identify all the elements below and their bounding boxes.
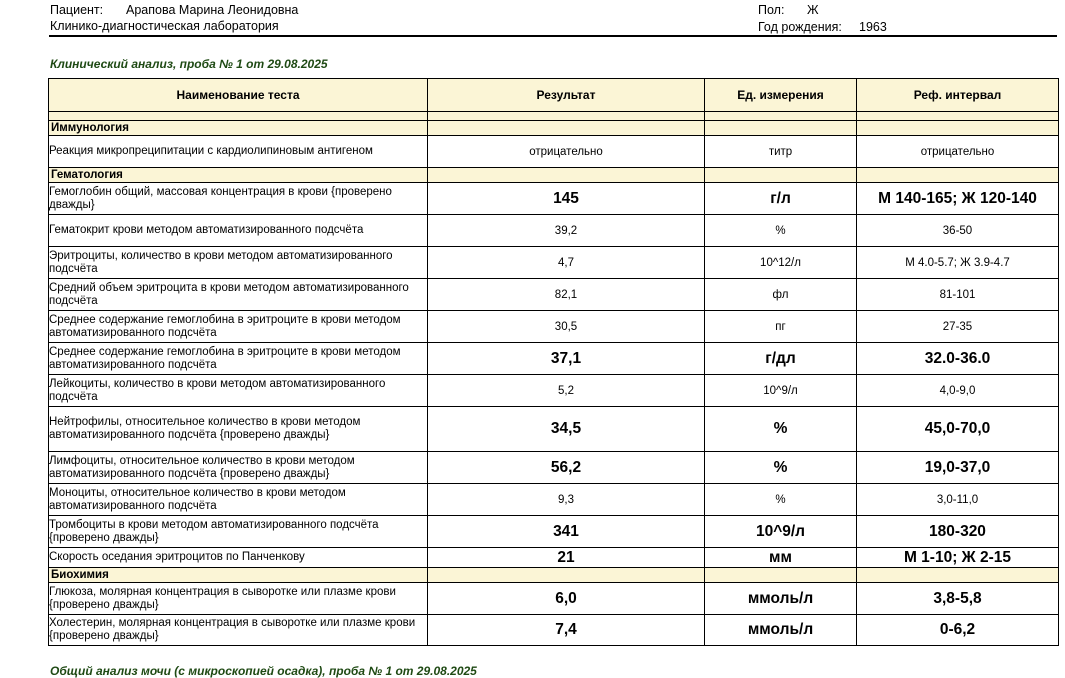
result-value: 39,2 [428,215,705,247]
test-name: Средний объем эритроцита в крови методом автоматизированного подсчёта [49,279,428,311]
test-name: Среднее содержание гемоглобина в эритроците в крови методом автоматизированного подсчёта [49,343,428,375]
section-title: Иммунология [49,121,428,136]
header-divider [49,35,1057,37]
unit-value: ммоль/л [705,583,857,615]
section-title: Гематология [49,168,428,183]
section-row [49,121,1059,136]
unit-value: % [705,484,857,516]
unit-value: % [705,407,857,452]
table-row [49,615,1059,646]
reference-range: 3,0-11,0 [857,484,1059,516]
unit-value: г/дл [705,343,857,375]
test-name: Холестерин, молярная концентрация в сыворотке или плазме крови {проверено дважды} [49,615,428,646]
reference-range: 36-50 [857,215,1059,247]
section-filler [705,568,857,583]
sex-value: Ж [807,3,819,17]
unit-value: г/л [705,183,857,215]
reference-range: 19,0-37,0 [857,452,1059,484]
section-filler [857,568,1059,583]
test-name: Моноциты, относительное количество в крови методом автоматизированного подсчёта [49,484,428,516]
section-row [49,568,1059,583]
column-header-reference: Реф. интервал [857,79,1059,112]
table-row [49,215,1059,247]
section-title: Биохимия [49,568,428,583]
spacer-cell [705,112,857,121]
results-table [48,78,1059,646]
document-title: Клинический анализ, проба № 1 от 29.08.2025 [50,57,328,71]
unit-value: ммоль/л [705,615,857,646]
result-value: отрицательно [428,136,705,168]
section-filler [705,121,857,136]
section-filler [705,168,857,183]
result-value: 145 [428,183,705,215]
test-name: Лимфоциты, относительное количество в крови методом автоматизированного подсчёта {проверено дважды} [49,452,428,484]
birth-year-label: Год рождения: [758,20,842,34]
reference-range: отрицательно [857,136,1059,168]
result-value: 82,1 [428,279,705,311]
result-value: 56,2 [428,452,705,484]
table-row [49,136,1059,168]
column-header-result: Результат [428,79,705,112]
spacer-cell [49,112,428,121]
table-row [49,452,1059,484]
patient-label: Пациент: [50,3,104,17]
spacer-cell [428,112,705,121]
table-row [49,247,1059,279]
unit-value: % [705,215,857,247]
test-name: Лейкоциты, количество в крови методом автоматизированного подсчёта [49,375,428,407]
spacer-cell [857,112,1059,121]
reference-range: М 140-165; Ж 120-140 [857,183,1059,215]
test-name: Гемоглобин общий, массовая концентрация в крови {проверено дважды} [49,183,428,215]
test-name: Реакция микропреципитации с кардиолипиновым антигеном [49,136,428,168]
table-row [49,343,1059,375]
unit-value: 10^9/л [705,375,857,407]
reference-range: 81-101 [857,279,1059,311]
result-value: 9,3 [428,484,705,516]
table-row [49,516,1059,548]
section-filler [428,568,705,583]
table-row [49,279,1059,311]
unit-value: фл [705,279,857,311]
reference-range: 3,8-5,8 [857,583,1059,615]
section-filler [428,168,705,183]
reference-range: 27-35 [857,311,1059,343]
test-name: Эритроциты, количество в крови методом автоматизированного подсчёта [49,247,428,279]
table-row [49,375,1059,407]
reference-range: 45,0-70,0 [857,407,1059,452]
table-row [49,183,1059,215]
reference-range: 0-6,2 [857,615,1059,646]
table-row [49,484,1059,516]
birth-year-value: 1963 [859,20,887,34]
test-name: Гематокрит крови методом автоматизированного подсчёта [49,215,428,247]
spacer-row [49,112,1059,121]
result-value: 34,5 [428,407,705,452]
sex-label: Пол: [758,3,785,17]
column-header-unit: Ед. измерения [705,79,857,112]
unit-value: пг [705,311,857,343]
test-name: Среднее содержание гемоглобина в эритроците в крови методом автоматизированного подсчёта [49,311,428,343]
reference-range: 4,0-9,0 [857,375,1059,407]
patient-name: Арапова Марина Леонидовна [126,3,299,17]
reference-range: М 1-10; Ж 2-15 [857,548,1059,568]
result-value: 30,5 [428,311,705,343]
table-row [49,407,1059,452]
test-name: Тромбоциты в крови методом автоматизированного подсчёта {проверено дважды} [49,516,428,548]
unit-value: титр [705,136,857,168]
results-body [49,112,1059,646]
section-filler [857,168,1059,183]
section-filler [857,121,1059,136]
column-header-test-name: Наименование теста [49,79,428,112]
table-row [49,548,1059,568]
reference-range: 180-320 [857,516,1059,548]
section-filler [428,121,705,136]
next-section-title: Общий анализ мочи (с микроскопией осадка), проба № 1 от 29.08.2025 [50,664,477,678]
test-name: Нейтрофилы, относительное количество в крови методом автоматизированного подсчёта {проверено дважды} [49,407,428,452]
reference-range: М 4.0-5.7; Ж 3.9-4.7 [857,247,1059,279]
result-value: 7,4 [428,615,705,646]
test-name: Скорость оседания эритроцитов по Панченкову [49,548,428,568]
unit-value: мм [705,548,857,568]
result-value: 4,7 [428,247,705,279]
test-name: Глюкоза, молярная концентрация в сыворотке или плазме крови {проверено дважды} [49,583,428,615]
table-header-row [49,79,1059,112]
reference-range: 32.0-36.0 [857,343,1059,375]
unit-value: % [705,452,857,484]
result-value: 5,2 [428,375,705,407]
table-row [49,583,1059,615]
lab-name: Клинико-диагностическая лаборатория [50,19,279,33]
result-value: 341 [428,516,705,548]
result-value: 6,0 [428,583,705,615]
unit-value: 10^12/л [705,247,857,279]
unit-value: 10^9/л [705,516,857,548]
table-row [49,311,1059,343]
result-value: 37,1 [428,343,705,375]
section-row [49,168,1059,183]
result-value: 21 [428,548,705,568]
